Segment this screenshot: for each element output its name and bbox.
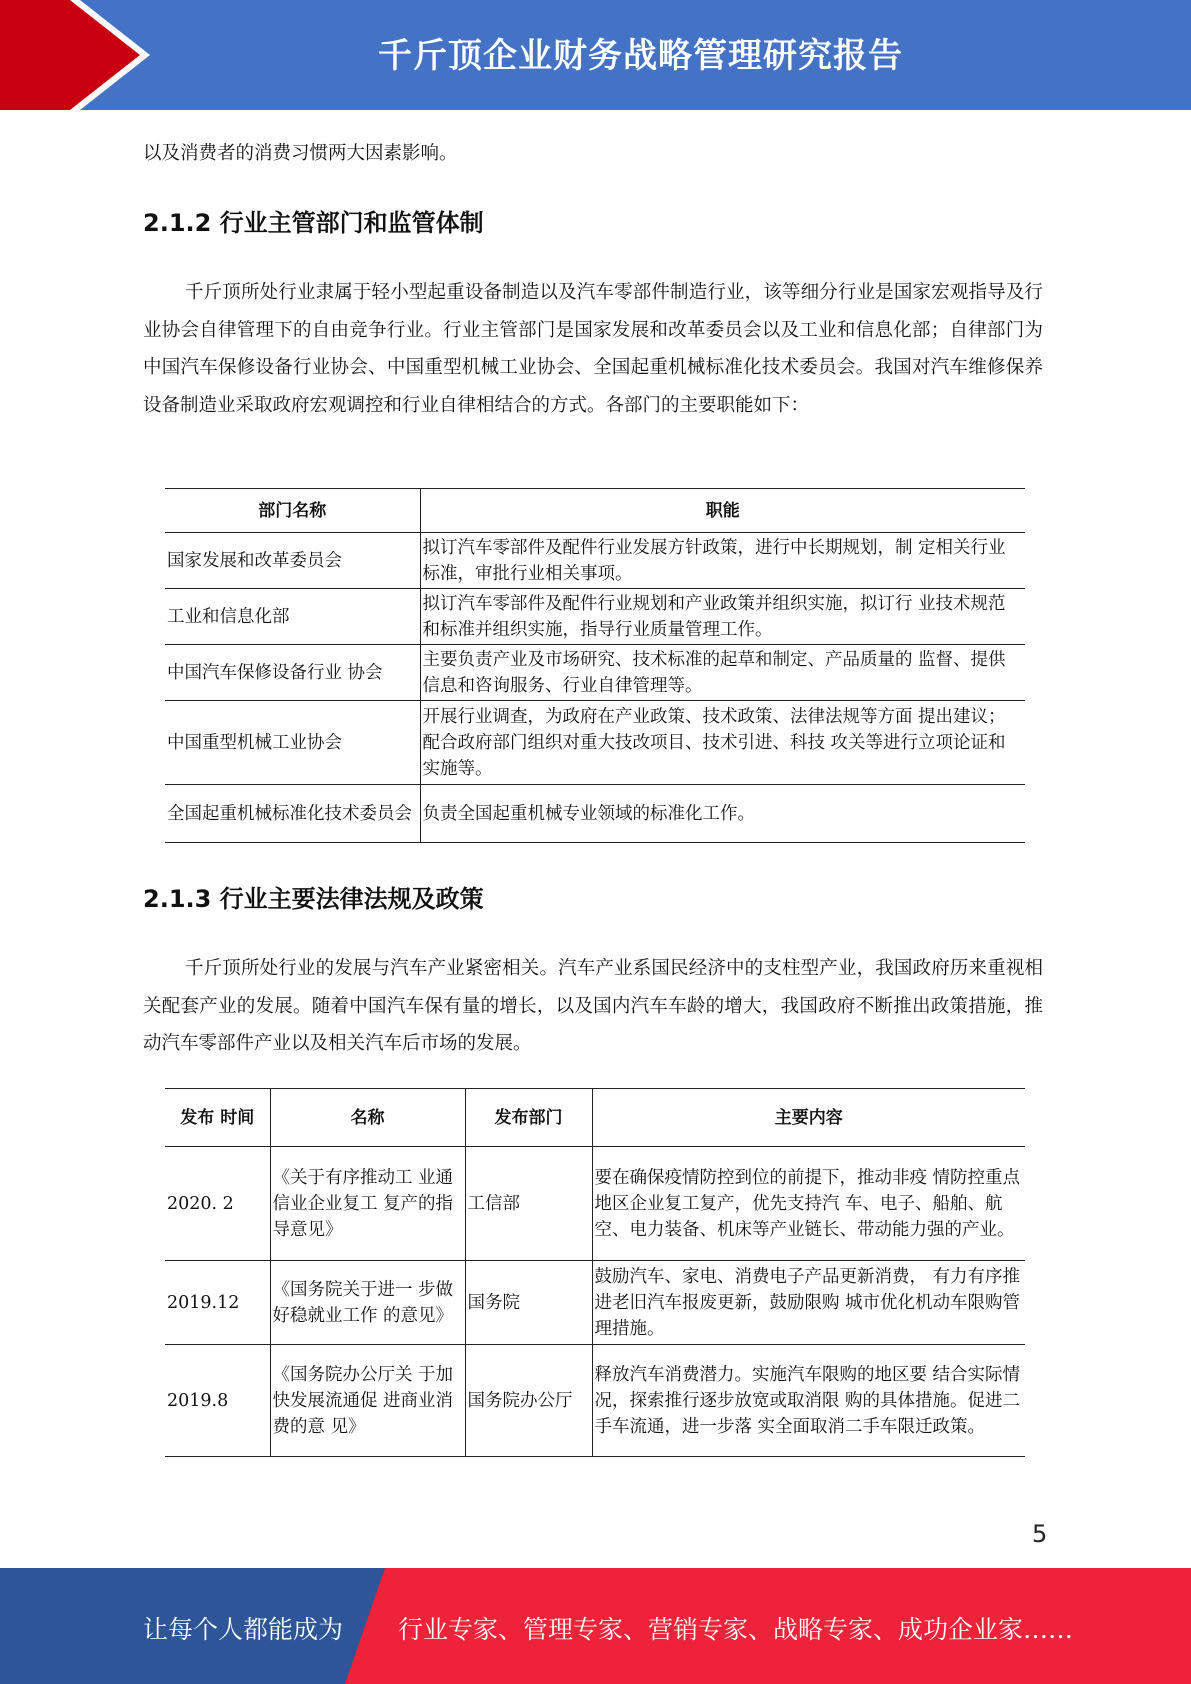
table-row xyxy=(165,1147,1025,1261)
table-header-row xyxy=(165,489,1025,533)
table-row xyxy=(165,533,1025,589)
department-name: 国家发展和改革委员会 xyxy=(165,533,420,589)
footer-slogan-right: 行业专家、管理专家、营销专家、战略专家、成功企业家…… xyxy=(398,1615,1074,1644)
table-header-row xyxy=(165,1089,1025,1147)
department-table xyxy=(165,488,1025,843)
department-name: 中国重型机械工业协会 xyxy=(165,701,420,785)
section-2-1-2-paragraph: 千斤顶所处行业隶属于轻小型起重设备制造以及汽车零部件制造行业，该等细分行业是国家宏观指导及行业协会自律管理下的自由竞争行业。行业主管部门是国家发展和改革委员会以及工业和信息化部；自律部门为中国汽车保修设备行业协会、中国重型机械工业协会、全国起重机械标准化技术委员会。我国对汽车维修保养设备制造业采取政府宏观调控和行业自律相结合的方式。各部门的主要职能如下： xyxy=(143,282,1043,416)
footer-slogan-left: 让每个人都能成为 xyxy=(143,1615,344,1644)
table-row xyxy=(165,1345,1025,1457)
intro-line: 以及消费者的消费习惯两大因素影响。 xyxy=(143,143,458,164)
table-row xyxy=(165,701,1025,785)
department-function: 拟订汽车零部件及配件行业规划和产业政策并组织实施，拟订行 业技术规范和标准并组织实施，指导行业质量管理工作。 xyxy=(420,589,1025,645)
policy-publisher: 工信部 xyxy=(465,1147,592,1261)
policy-name: 《国务院办公厅关 于加快发展流通促 进商业消费的意 见》 xyxy=(270,1345,465,1457)
column-header-name: 名称 xyxy=(270,1089,465,1147)
intro-line-block xyxy=(143,135,1043,173)
section-2-1-3 xyxy=(143,879,1043,914)
policy-table xyxy=(165,1088,1025,1457)
section-2-1-3-paragraph: 千斤顶所处行业的发展与汽车产业紧密相关。汽车产业系国民经济中的支柱型产业，我国政府历来重视相关配套产业的发展。随着中国汽车保有量的增长，以及国内汽车车龄的增大，我国政府不断推出政策措施，推动汽车零部件产业以及相关汽车后市场的发展。 xyxy=(143,958,1043,1054)
table-row xyxy=(165,785,1025,843)
department-function: 拟订汽车零部件及配件行业发展方针政策，进行中长期规划，制 定相关行业标准，审批行业相关事项。 xyxy=(420,533,1025,589)
section-2-1-2-body xyxy=(143,274,1043,424)
policy-name: 《国务院关于进一 步做好稳就业工作 的意见》 xyxy=(270,1261,465,1345)
policy-date: 2020. 2 xyxy=(165,1147,270,1261)
department-function: 负责全国起重机械专业领域的标准化工作。 xyxy=(420,785,1025,843)
column-header-department: 部门名称 xyxy=(165,489,420,533)
policy-content: 释放汽车消费潜力。实施汽车限购的地区要 结合实际情况，探索推行逐步放宽或取消限 购的具体措施。促进二手车流通，进一步落 实全面取消二手车限迁政策。 xyxy=(592,1345,1025,1457)
column-header-publisher: 发布部门 xyxy=(465,1089,592,1147)
department-function: 主要负责产业及市场研究、技术标准的起草和制定、产品质量的 监督、提供信息和咨询服务、行业自律管理等。 xyxy=(420,645,1025,701)
department-name: 中国汽车保修设备行业 协会 xyxy=(165,645,420,701)
department-name: 工业和信息化部 xyxy=(165,589,420,645)
section-heading-2-1-3: 2.1.3 行业主要法律法规及政策 xyxy=(143,885,484,913)
policy-content: 要在确保疫情防控到位的前提下，推动非疫 情防控重点地区企业复工复产，优先支持汽 车、电子、船舶、航空、电力装备、机床等产业链长、带动能力强的产业。 xyxy=(592,1147,1025,1261)
section-2-1-3-body xyxy=(143,950,1043,1063)
table-row xyxy=(165,645,1025,701)
department-name: 全国起重机械标准化技术委员会 xyxy=(165,785,420,843)
page-footer xyxy=(0,1568,1191,1684)
policy-content: 鼓励汽车、家电、消费电子产品更新消费， 有力有序推进老旧汽车报废更新，鼓励限购 城市优化机动车限购管理措施。 xyxy=(592,1261,1025,1345)
policy-date: 2019.8 xyxy=(165,1345,270,1457)
department-function: 开展行业调查，为政府在产业政策、技术政策、法律法规等方面 提出建议；配合政府部门组织对重大技改项目、技术引进、科技 攻关等进行立项论证和实施等。 xyxy=(420,701,1025,785)
table-row xyxy=(165,589,1025,645)
section-heading-2-1-2: 2.1.2 行业主管部门和监管体制 xyxy=(143,209,484,237)
report-title: 千斤顶企业财务战略管理研究报告 xyxy=(378,36,903,76)
column-header-content: 主要内容 xyxy=(592,1089,1025,1147)
policy-publisher: 国务院 xyxy=(465,1261,592,1345)
table-row xyxy=(165,1261,1025,1345)
policy-publisher: 国务院办公厅 xyxy=(465,1345,592,1457)
policy-date: 2019.12 xyxy=(165,1261,270,1345)
policy-name: 《关于有序推动工 业通信业企业复工 复产的指导意见》 xyxy=(270,1147,465,1261)
page-header xyxy=(0,0,1191,110)
column-header-function: 职能 xyxy=(420,489,1025,533)
section-2-1-2 xyxy=(143,203,1043,238)
column-header-date: 发布 时间 xyxy=(165,1089,270,1147)
page-number: 5 xyxy=(1032,1520,1048,1548)
